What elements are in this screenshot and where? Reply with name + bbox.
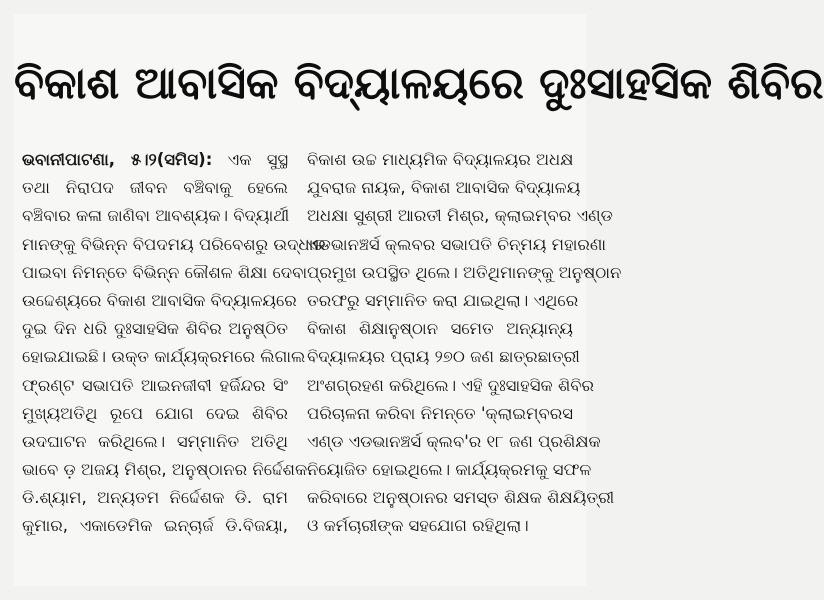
text-line: ବିକାଶ ଉଚ୍ଚ ମାଧ୍ୟମିକ ବିଦ୍ୟାଳୟର ଅଧକ୍ଷ (307, 150, 574, 169)
text-line: ତରଫରୁ ସମ୍ମାନିତ କରା ଯାଇଥିଲା। ଏଥିରେ (307, 290, 579, 310)
text-line: ବିକାଶ ଶିକ୍ଷାନୁଷ୍ଠାନ ସମେତ ଅନ୍ୟାନ୍ୟ (307, 319, 573, 339)
text-line: ଉଦଘାଟନ କରିଥିଲେ। ସମ୍ମାନିତ ଅତିଥି (22, 431, 288, 451)
text-line: ଓ କର୍ମଚାରୀଙ୍କ ସହଯୋଗ ରହିଥିଲା। (307, 516, 529, 536)
text-line: ପାଇବା ନିମନ୍ତେ ବିଭିନ୍ନ କୌଶଳ ଶିକ୍ଷା ଦେବା (22, 262, 308, 282)
text-line: ଫ୍ରଣ୍ଟ ସଭାପତି ଆଇନଜୀବୀ ହର୍ଜିନ୍ଦର ସିଂ (22, 375, 288, 395)
text-line: ପ୍ରମୁଖ ଉପସ୍ଥିତ ଥିଲେ। ଅତିଥିମାନଙ୍କୁ ଅନୁଷ୍ଠାନ (307, 262, 622, 282)
headline: ବିକାଶ ଆବାସିକ ବିଦ୍ୟାଳୟରେ ଦୁଃସାହସିକ ଶିବିର (14, 58, 824, 109)
text-line: ଅଂଶଗ୍ରହଣ କରିଥିଲେ। ଏହି ଦୁଃସାହସିକ ଶିବିର (307, 375, 594, 395)
text-line: ଏଣ୍ଡ ଏଡଭାନଞ୍ଚର୍ସ କ୍ଲବ'ର ୧୮ ଜଣ ପ୍ରଶିକ୍ଷକ (307, 431, 601, 451)
text-line: ବଞ୍ଚିବାର କଳା ଜାଣିବା ଆବଶ୍ୟକ। ବିଦ୍ୟାର୍ଥୀ (22, 206, 290, 226)
text-line: ଉଦ୍ଦେଶ୍ୟରେ ବିକାଶ ଆବାସିକ ବିଦ୍ୟାଳୟରେ (22, 290, 297, 310)
text-line: ଯୁବରାଜ ନାୟକ, ବିକାଶ ଆବାସିକ ବିଦ୍ୟାଳୟ (307, 178, 581, 198)
left-column (22, 146, 326, 541)
text-line: ଭବାନୀପାଟଣା, ୫।୨(ସମିସ): ଏକ ସୁସ୍ଥ (22, 150, 289, 169)
text-line: ବିଦ୍ୟାଳୟର ପ୍ରାୟ ୨୭୦ ଜଣ ଛାତ୍ରଛାତ୍ରୀ (307, 347, 580, 367)
right-column (307, 146, 622, 541)
text-line: ନିୟୋଜିତ ହୋଇଥିଲେ। କାର୍ଯ୍ୟକ୍ରମକୁ ସଫଳ (307, 460, 592, 480)
text-line: ପରିଚାଳନା କରିବା ନିମନ୍ତେ 'କ୍ଲାଇମ୍ବରସ (307, 403, 573, 423)
text-line: ଡି.ଶ୍ୟାମ, ଅନ୍ୟତମ ନିର୍ଦ୍ଦେଶକ ଡି. ରାମ (22, 488, 288, 508)
text-line: ମୁଖ୍ୟଅତିଥି ରୂପେ ଯୋଗ ଦେଇ ଶିବିର (22, 403, 288, 423)
text-line: କରିବାରେ ଅନୁଷ୍ଠାନର ସମସ୍ତ ଶିକ୍ଷକ ଶିକ୍ଷୟିତ୍ରୀ (307, 488, 615, 508)
dateline: ଭବାନୀପାଟଣା, ୫।୨(ସମିସ): (22, 150, 213, 169)
text-line: କୁମାର, ଏକାଡେମିକ ଇନ୍‌ଚାର୍ଜ ଡି.ବିଜୟା, (22, 516, 288, 536)
text-line: ଅଧକ୍ଷା ସୁଶ୍ରୀ ଆରତୀ ମିଶ୍ର, କ୍ଲାଇମ୍ବର ଏଣ୍ଡ (307, 206, 613, 226)
text-line: ଭାବେ ଡ଼ ଅଜୟ ମିଶ୍ର, ଅନୁଷ୍ଠାନର ନିର୍ଦ୍ଦେଶକ (22, 460, 308, 480)
newspaper-clipping (14, 14, 824, 586)
text-line: ଏଡଭାନଞ୍ଚର୍ସ କ୍ଲବର ସଭାପତି ଚିନ୍ମୟ ମହାରଣା (307, 234, 607, 254)
text-line: ହୋଇଯାଇଛି। ଉକ୍ତ କାର୍ଯ୍ୟକ୍ରମରେ ଲିଗାଲ (22, 347, 306, 367)
text-line: ମାନଙ୍କୁ ବିଭିନ୍ନ ବିପଦମୟ ପରିବେଶରୁ ଉଦ୍ଧାର (22, 234, 326, 254)
text-line: ତଥା ନିରାପଦ ଜୀବନ ବଞ୍ଚିବାକୁ ହେଲେ (22, 178, 288, 198)
text-line: ଦୁଇ ଦିନ ଧରି ଦୁଃସାହସିକ ଶିବିର ଅନୁଷ୍ଠିତ (22, 319, 288, 339)
